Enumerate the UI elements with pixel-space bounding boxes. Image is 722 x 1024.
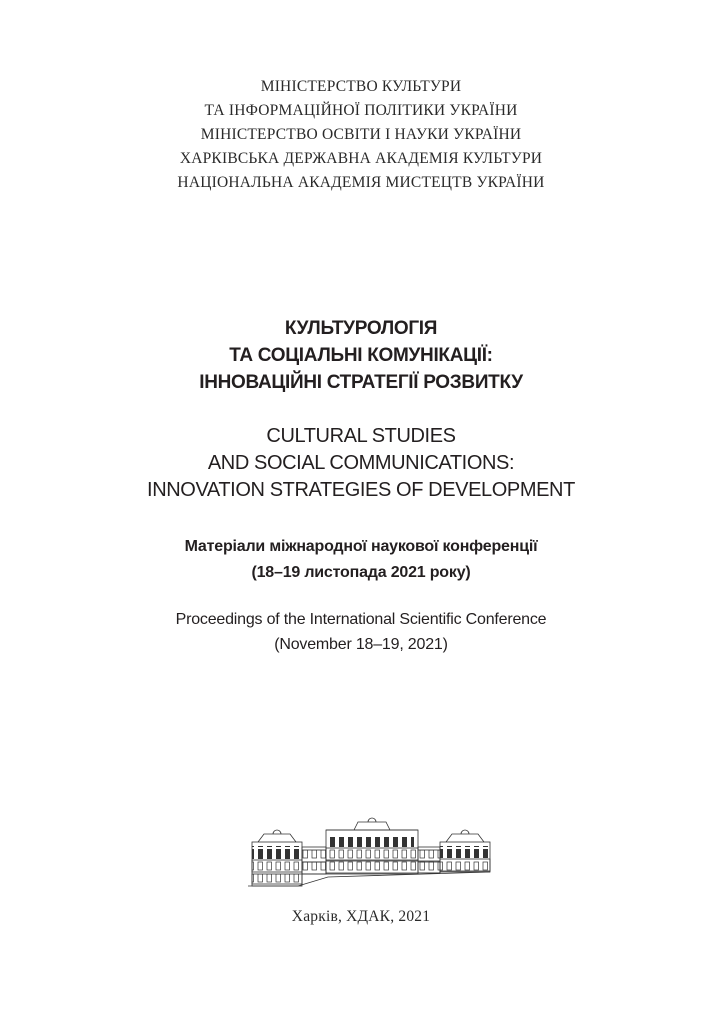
title-line: INNOVATION STRATEGIES OF DEVELOPMENT [147, 479, 575, 501]
subtitle-line: Proceedings of the International Scientific Conference [175, 611, 547, 628]
academy-building-illustration [238, 800, 498, 890]
subtitle-line: (November 18–19, 2021) [274, 636, 448, 653]
header-line: НАЦІОНАЛЬНА АКАДЕМІЯ МИСТЕЦТВ УКРАЇНИ [177, 174, 545, 191]
title-line: КУЛЬТУРОЛОГІЯ [284, 318, 438, 339]
header-line: ХАРКІВСЬКА ДЕРЖАВНА АКАДЕМІЯ КУЛЬТУРИ [179, 150, 543, 167]
title-line: CULTURAL STUDIES [266, 425, 456, 447]
title-line: AND SOCIAL COMMUNICATIONS: [207, 452, 515, 474]
imprint: Харків, ХДАК, 2021 [291, 908, 431, 925]
header-line: МІНІСТЕРСТВО ОСВІТИ І НАУКИ УКРАЇНИ [200, 126, 522, 143]
title-line: ТА СОЦІАЛЬНІ КОМУНІКАЦІЇ: [229, 345, 493, 366]
subtitle-line: Матеріали міжнародної наукової конференції [184, 538, 538, 555]
header-line: ТА ІНФОРМАЦІЙНОЇ ПОЛІТИКИ УКРАЇНИ [204, 102, 518, 119]
header-line: МІНІСТЕРСТВО КУЛЬТУРИ [260, 78, 462, 95]
title-line: ІННОВАЦІЙНІ СТРАТЕГІЇ РОЗВИТКУ [199, 372, 523, 393]
subtitle-line: (18–19 листопада 2021 року) [251, 564, 471, 581]
